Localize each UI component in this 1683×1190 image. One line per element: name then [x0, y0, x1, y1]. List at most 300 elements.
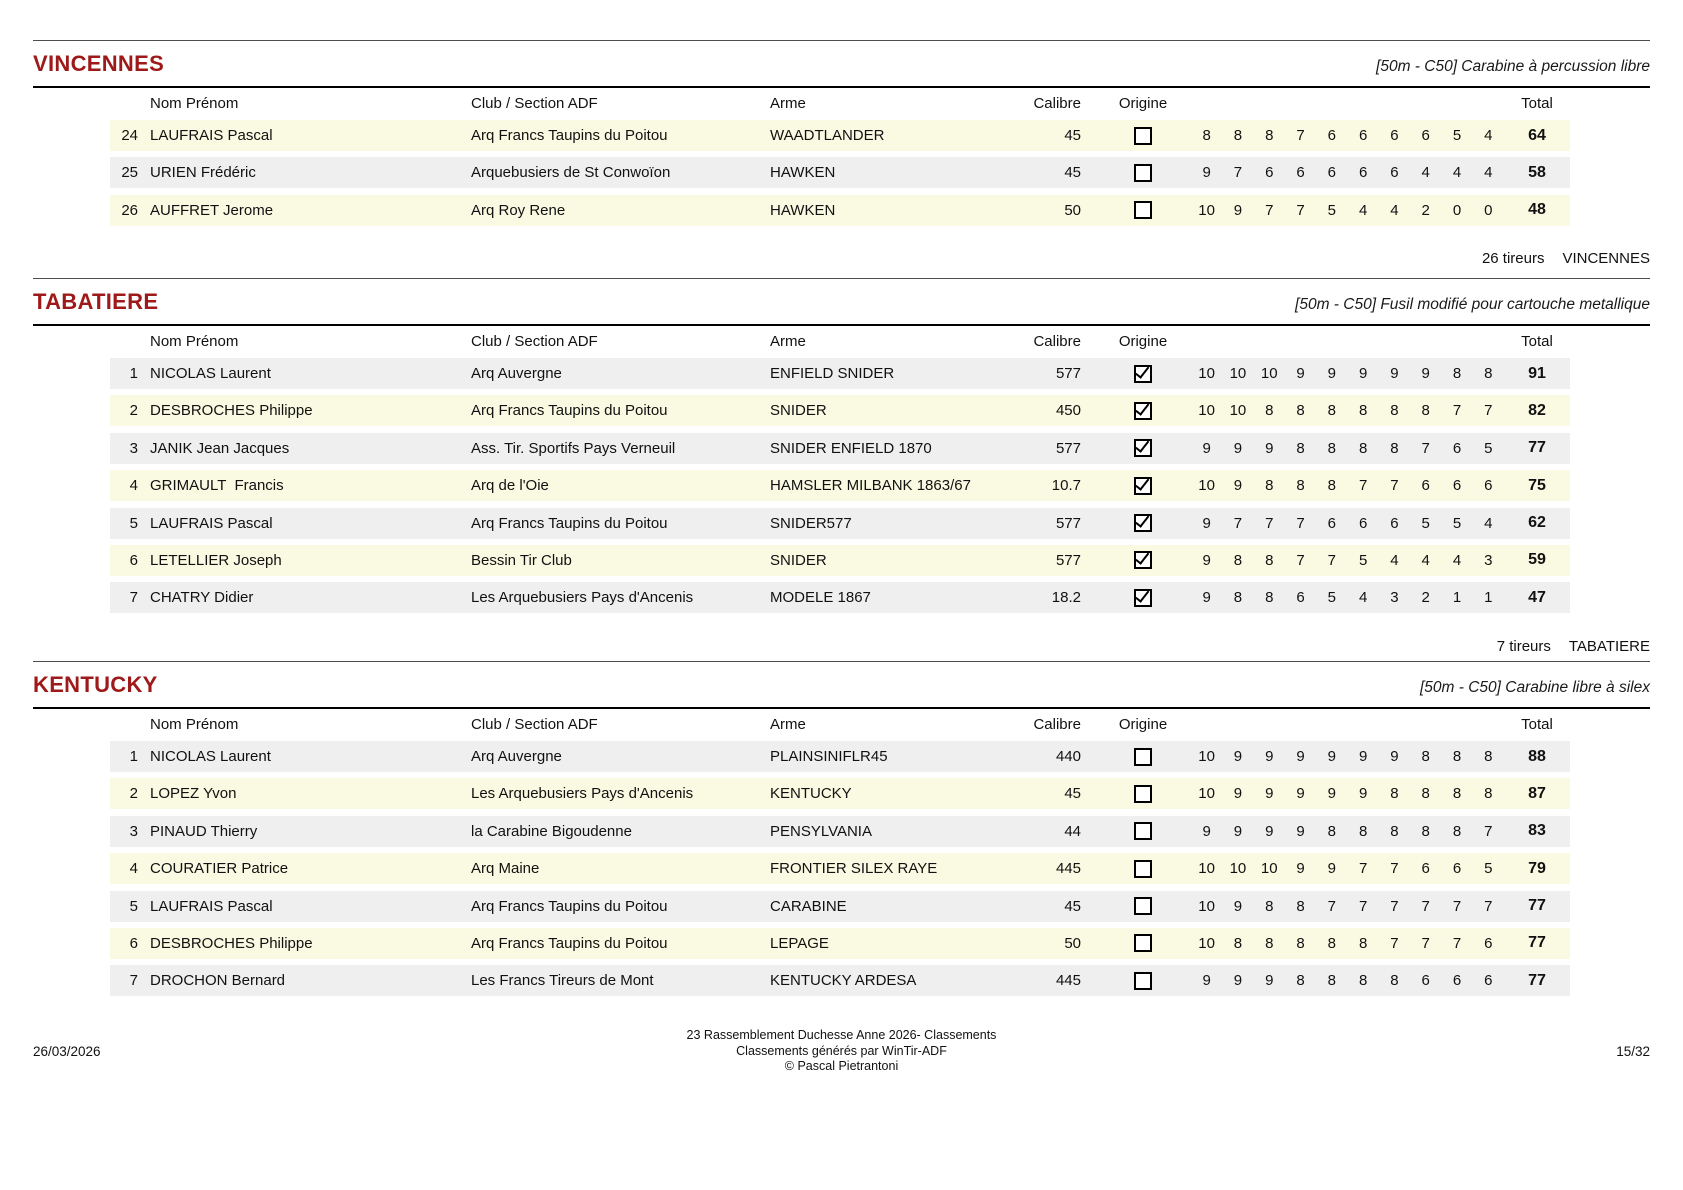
score-cell: 7 [1390, 897, 1399, 915]
score-cell: 8 [1296, 402, 1305, 420]
shooter-count: 7 tireurs [1496, 637, 1551, 655]
checkbox-unchecked-icon [1134, 201, 1152, 219]
score-cell: 6 [1421, 127, 1430, 144]
score-cell: 10 [1198, 477, 1215, 495]
section-title: TABATIERE [33, 289, 159, 314]
score-cell: 8 [1390, 785, 1399, 803]
score-cell: 8 [1296, 477, 1305, 495]
score-cell: 9 [1265, 748, 1274, 765]
arme-cell: HAWKEN [770, 164, 836, 182]
name-cell: COURATIER Patrice [150, 860, 289, 878]
calibre-cell: 45 [1064, 164, 1081, 182]
name-cell: LAUFRAIS Pascal [150, 514, 273, 532]
calibre-cell: 577 [1055, 439, 1081, 457]
score-cell: 9 [1265, 972, 1274, 990]
total-cell: 87 [1528, 784, 1546, 802]
score-cell: 8 [1327, 934, 1336, 952]
score-cell: 8 [1265, 551, 1274, 569]
score-cell: 8 [1296, 972, 1305, 990]
score-cell: 8 [1265, 589, 1274, 607]
arme-cell: HAWKEN [770, 201, 836, 219]
arme-cell: SNIDER ENFIELD 1870 [770, 439, 932, 457]
score-cell: 8 [1233, 127, 1243, 144]
score-cell: 8 [1421, 402, 1430, 420]
header-club: Club / Section ADF [471, 715, 598, 733]
checkbox-checked-icon [1134, 477, 1152, 495]
score-cell: 8 [1484, 365, 1493, 382]
score-cell: 2 [1421, 201, 1430, 219]
club-cell: Arquebusiers de St Conwoïon [471, 164, 671, 182]
club-cell: Arq Auvergne [471, 748, 562, 765]
score-cell: 9 [1296, 860, 1305, 878]
table-row [110, 358, 1570, 389]
rank-cell: 6 [129, 934, 138, 952]
total-cell: 64 [1528, 126, 1546, 144]
arme-cell: SNIDER [770, 402, 827, 420]
score-cell: 6 [1421, 477, 1430, 495]
header-total: Total [1521, 715, 1553, 733]
arme-cell: HAMSLER MILBANK 1863/67 [770, 477, 971, 495]
origine-cell [1095, 439, 1191, 457]
name-cell: CHATRY Didier [150, 589, 254, 607]
score-cell: 6 [1421, 972, 1430, 990]
score-cell: 10 [1260, 860, 1278, 878]
score-cell: 8 [1265, 934, 1274, 952]
club-cell: Les Arquebusiers Pays d'Ancenis [471, 785, 694, 803]
score-cell: 9 [1202, 164, 1211, 182]
total-cell: 59 [1528, 551, 1546, 569]
score-cell: 6 [1296, 164, 1305, 182]
rank-cell: 1 [129, 365, 138, 382]
score-cell: 8 [1265, 477, 1274, 495]
score-cell: 7 [1327, 897, 1336, 915]
checkbox-unchecked-icon [1134, 785, 1152, 803]
score-cell: 4 [1452, 164, 1462, 182]
table-row [110, 433, 1570, 464]
score-cell: 8 [1390, 972, 1399, 990]
arme-cell: PENSYLVANIA [770, 822, 872, 840]
calibre-cell: 45 [1064, 897, 1081, 915]
checkbox-unchecked-icon [1134, 897, 1152, 915]
score-cell: 9 [1296, 822, 1305, 840]
footer-event-title: 23 Rassemblement Duchesse Anne 2026- Classements [686, 1028, 997, 1042]
table-row [110, 157, 1570, 188]
score-cell: 6 [1327, 514, 1336, 532]
origine-cell [1095, 897, 1191, 915]
score-cell: 10 [1198, 860, 1215, 878]
score-cell: 7 [1358, 897, 1368, 915]
name-cell: DESBROCHES Philippe [150, 402, 313, 420]
score-cell: 10 [1198, 402, 1215, 420]
name-cell: LAUFRAIS Pascal [150, 127, 273, 144]
total-cell: 47 [1528, 588, 1546, 606]
score-cell: 8 [1390, 822, 1399, 840]
table-rows [33, 358, 1650, 613]
score-cell: 4 [1421, 164, 1430, 182]
score-cell: 5 [1484, 860, 1493, 878]
score-cell: 10 [1260, 365, 1278, 382]
section-discipline: [50m - C50] Fusil modifié pour cartouche metallique [1295, 296, 1650, 313]
score-cell: 8 [1327, 477, 1336, 495]
checkbox-unchecked-icon [1134, 164, 1152, 182]
name-cell: DESBROCHES Philippe [150, 934, 313, 952]
score-cell: 7 [1452, 934, 1462, 952]
club-cell: Les Francs Tireurs de Mont [471, 972, 654, 990]
section-title-row [33, 279, 1650, 324]
club-cell: Arq Francs Taupins du Poitou [471, 402, 668, 420]
score-cell: 7 [1421, 439, 1430, 457]
club-cell: Arq Francs Taupins du Poitou [471, 934, 668, 952]
origine-cell [1095, 477, 1191, 495]
origine-cell [1095, 860, 1191, 878]
table-row [110, 545, 1570, 576]
section-count-name: TABATIERE [1568, 637, 1650, 655]
score-cell: 9 [1233, 822, 1243, 840]
calibre-cell: 577 [1055, 365, 1081, 382]
score-cell: 10 [1198, 785, 1215, 803]
score-cell: 9 [1296, 785, 1305, 803]
score-cell: 4 [1390, 201, 1399, 219]
score-cell: 4 [1421, 551, 1430, 569]
section-title: KENTUCKY [33, 672, 158, 697]
section-kentucky [33, 661, 1650, 996]
table-row [110, 582, 1570, 613]
score-cell: 6 [1484, 477, 1493, 495]
origine-cell [1095, 201, 1191, 219]
header-calibre: Calibre [1033, 94, 1081, 112]
score-cell: 8 [1327, 972, 1336, 990]
score-cell: 5 [1452, 127, 1462, 144]
score-cell: 8 [1484, 748, 1493, 765]
score-cell: 6 [1358, 514, 1368, 532]
score-cell: 9 [1233, 972, 1243, 990]
table-row [110, 120, 1570, 151]
calibre-cell: 445 [1055, 860, 1081, 878]
rank-cell: 5 [129, 897, 138, 915]
club-cell: Arq Francs Taupins du Poitou [471, 897, 668, 915]
score-cell: 9 [1233, 201, 1243, 219]
club-cell: Arq Francs Taupins du Poitou [471, 127, 668, 144]
score-cell: 9 [1202, 514, 1211, 532]
header-origine: Origine [1118, 94, 1168, 112]
score-cell: 8 [1390, 439, 1399, 457]
score-cell: 9 [1421, 365, 1430, 382]
checkbox-unchecked-icon [1134, 127, 1152, 145]
total-cell: 88 [1528, 747, 1546, 765]
score-cell: 8 [1358, 822, 1368, 840]
score-cell: 7 [1484, 897, 1493, 915]
score-cell: 7 [1484, 402, 1493, 420]
score-cell: 8 [1233, 589, 1243, 607]
origine-cell [1095, 402, 1191, 420]
score-cell: 6 [1484, 972, 1493, 990]
total-cell: 77 [1528, 439, 1546, 457]
rank-cell: 7 [129, 589, 138, 607]
header-arme: Arme [770, 94, 806, 112]
total-cell: 82 [1528, 401, 1546, 419]
header-origine: Origine [1118, 332, 1168, 350]
origine-cell [1095, 164, 1191, 182]
score-cell: 9 [1390, 748, 1399, 765]
score-cell: 7 [1296, 551, 1305, 569]
header-arme: Arme [770, 715, 806, 733]
score-cell: 4 [1390, 551, 1399, 569]
score-cell: 9 [1327, 785, 1336, 803]
total-cell: 77 [1528, 897, 1546, 915]
score-cell: 8 [1358, 934, 1368, 952]
score-cell: 4 [1484, 514, 1493, 532]
score-cell: 7 [1390, 477, 1399, 495]
arme-cell: KENTUCKY [770, 785, 852, 803]
arme-cell: LEPAGE [770, 934, 829, 952]
name-cell: AUFFRET Jerome [150, 201, 274, 219]
score-cell: 7 [1484, 822, 1493, 840]
score-cell: 9 [1327, 748, 1336, 765]
page-footer [33, 1028, 1650, 1088]
checkbox-unchecked-icon [1134, 822, 1152, 840]
score-cell: 9 [1358, 785, 1368, 803]
score-cell: 9 [1265, 439, 1274, 457]
score-cell: 6 [1358, 164, 1368, 182]
header-origine: Origine [1118, 715, 1168, 733]
score-cell: 5 [1452, 514, 1462, 532]
score-cell: 8 [1327, 439, 1336, 457]
score-cell: 7 [1421, 934, 1430, 952]
arme-cell: WAADTLANDER [770, 127, 885, 144]
name-cell: LAUFRAIS Pascal [150, 897, 273, 915]
rank-cell: 2 [129, 402, 138, 420]
club-cell: Arq Maine [471, 860, 540, 878]
calibre-cell: 18.2 [1051, 589, 1081, 607]
score-cell: 8 [1296, 439, 1305, 457]
score-cell: 6 [1390, 514, 1399, 532]
score-cell: 6 [1390, 127, 1399, 144]
table-row [110, 395, 1570, 426]
score-cell: 9 [1233, 439, 1243, 457]
calibre-cell: 450 [1055, 402, 1081, 420]
header-name: Nom Prénom [150, 715, 239, 733]
table-row [110, 508, 1570, 539]
origine-cell [1095, 551, 1191, 569]
score-cell: 4 [1452, 551, 1462, 569]
origine-cell [1095, 748, 1191, 766]
table-row [110, 816, 1570, 847]
score-cell: 8 [1233, 551, 1243, 569]
score-cell: 9 [1202, 822, 1211, 840]
name-cell: PINAUD Thierry [150, 822, 258, 840]
footer-center [33, 1028, 1650, 1075]
checkbox-unchecked-icon [1134, 972, 1152, 990]
arme-cell: PLAINSINIFLR45 [770, 748, 888, 765]
club-cell: Ass. Tir. Sportifs Pays Verneuil [471, 439, 676, 457]
score-cell: 8 [1202, 127, 1211, 144]
score-cell: 10 [1198, 748, 1215, 765]
rank-cell: 25 [121, 164, 138, 182]
score-cell: 1 [1452, 589, 1462, 607]
score-cell: 8 [1421, 748, 1430, 765]
score-cell: 5 [1421, 514, 1430, 532]
score-cell: 9 [1202, 551, 1211, 569]
score-cell: 9 [1233, 748, 1243, 765]
section-tabatiere [33, 278, 1650, 656]
score-cell: 9 [1327, 365, 1336, 382]
score-cell: 8 [1296, 897, 1305, 915]
score-cell: 6 [1452, 860, 1462, 878]
checkbox-checked-icon [1134, 514, 1152, 532]
total-cell: 62 [1528, 514, 1546, 532]
score-cell: 8 [1327, 402, 1336, 420]
score-cell: 6 [1358, 127, 1368, 144]
score-cell: 8 [1421, 822, 1430, 840]
table-header-row [110, 88, 1570, 118]
origine-cell [1095, 822, 1191, 840]
score-cell: 9 [1327, 860, 1336, 878]
score-cell: 10 [1229, 365, 1247, 382]
score-cell: 8 [1421, 785, 1430, 803]
rank-cell: 3 [129, 822, 138, 840]
origine-cell [1095, 589, 1191, 607]
score-cell: 9 [1233, 477, 1243, 495]
score-cell: 7 [1358, 860, 1368, 878]
name-cell: NICOLAS Laurent [150, 365, 271, 382]
table-header-row [110, 326, 1570, 356]
checkbox-unchecked-icon [1134, 934, 1152, 952]
calibre-cell: 445 [1055, 972, 1081, 990]
score-cell: 9 [1265, 785, 1274, 803]
score-cell: 7 [1390, 860, 1399, 878]
score-cell: 10 [1229, 860, 1247, 878]
total-cell: 75 [1528, 476, 1546, 494]
checkbox-checked-icon [1134, 365, 1152, 383]
score-cell: 7 [1233, 164, 1243, 182]
score-cell: 10 [1198, 365, 1215, 382]
score-cell: 6 [1390, 164, 1399, 182]
score-cell: 8 [1265, 127, 1274, 144]
club-cell: Arq Roy Rene [471, 201, 566, 219]
rank-cell: 4 [129, 860, 138, 878]
name-cell: DROCHON Bernard [150, 972, 286, 990]
score-cell: 9 [1358, 748, 1368, 765]
score-cell: 5 [1484, 439, 1493, 457]
header-total: Total [1521, 94, 1553, 112]
score-cell: 8 [1265, 897, 1274, 915]
score-cell: 7 [1358, 477, 1368, 495]
table-rows [33, 741, 1650, 996]
score-cell: 9 [1202, 439, 1211, 457]
section-count-name: VINCENNES [1562, 250, 1650, 268]
score-cell: 3 [1484, 551, 1493, 569]
calibre-cell: 577 [1055, 514, 1081, 532]
score-cell: 9 [1233, 785, 1243, 803]
total-cell: 83 [1528, 822, 1546, 840]
rank-cell: 3 [129, 439, 138, 457]
score-cell: 9 [1233, 897, 1243, 915]
table-row [110, 778, 1570, 809]
name-cell: LETELLIER Joseph [150, 551, 282, 569]
score-cell: 7 [1452, 897, 1462, 915]
score-cell: 4 [1358, 589, 1368, 607]
header-total: Total [1521, 332, 1553, 350]
calibre-cell: 10.7 [1051, 477, 1081, 495]
club-cell: Arq de l'Oie [471, 477, 549, 495]
table-header-row [110, 709, 1570, 739]
score-cell: 5 [1327, 589, 1336, 607]
total-cell: 79 [1528, 859, 1546, 877]
score-cell: 8 [1358, 439, 1368, 457]
score-cell: 7 [1327, 551, 1336, 569]
score-cell: 7 [1233, 514, 1243, 532]
footer-copyright: © Pascal Pietrantoni [784, 1059, 899, 1073]
score-cell: 7 [1390, 934, 1399, 952]
club-cell: Arq Francs Taupins du Poitou [471, 514, 668, 532]
calibre-cell: 45 [1064, 785, 1081, 803]
score-cell: 7 [1452, 402, 1462, 420]
score-cell: 6 [1296, 589, 1305, 607]
section-count-row [33, 249, 1650, 269]
score-cell: 4 [1484, 127, 1493, 144]
rank-cell: 6 [129, 551, 138, 569]
score-cell: 9 [1202, 972, 1211, 990]
rank-cell: 26 [121, 201, 138, 219]
section-vincennes [33, 40, 1650, 269]
calibre-cell: 577 [1055, 551, 1081, 569]
score-cell: 5 [1327, 201, 1336, 219]
score-cell: 10 [1229, 402, 1247, 420]
table-row [110, 965, 1570, 996]
section-title: VINCENNES [33, 51, 165, 76]
score-cell: 1 [1484, 589, 1493, 607]
origine-cell [1095, 972, 1191, 990]
name-cell: LOPEZ Yvon [150, 785, 237, 803]
total-cell: 48 [1528, 201, 1546, 219]
table-row [110, 195, 1570, 226]
score-cell: 9 [1296, 365, 1305, 382]
calibre-cell: 50 [1064, 934, 1081, 952]
score-cell: 7 [1265, 514, 1274, 532]
rank-cell: 5 [129, 514, 138, 532]
score-cell: 7 [1421, 897, 1430, 915]
header-calibre: Calibre [1033, 332, 1081, 350]
score-cell: 9 [1358, 365, 1368, 382]
score-cell: 8 [1296, 934, 1305, 952]
score-cell: 6 [1452, 972, 1462, 990]
score-cell: 2 [1421, 589, 1430, 607]
header-name: Nom Prénom [150, 94, 239, 112]
calibre-cell: 440 [1055, 748, 1081, 765]
name-cell: NICOLAS Laurent [150, 748, 271, 765]
arme-cell: ENFIELD SNIDER [770, 365, 895, 382]
arme-cell: SNIDER [770, 551, 827, 569]
score-cell: 0 [1452, 201, 1462, 219]
score-cell: 6 [1421, 860, 1430, 878]
section-discipline: [50m - C50] Carabine à percussion libre [1376, 58, 1650, 75]
section-title-row [33, 662, 1650, 707]
club-cell: Bessin Tir Club [471, 551, 572, 569]
score-cell: 8 [1452, 822, 1462, 840]
section-count-row [33, 636, 1650, 656]
score-cell: 8 [1358, 402, 1368, 420]
header-calibre: Calibre [1033, 715, 1081, 733]
checkbox-checked-icon [1134, 589, 1152, 607]
score-cell: 8 [1452, 365, 1462, 382]
origine-cell [1095, 785, 1191, 803]
origine-cell [1095, 514, 1191, 532]
rank-cell: 1 [129, 748, 138, 765]
score-cell: 9 [1296, 748, 1305, 765]
header-club: Club / Section ADF [471, 332, 598, 350]
score-cell: 8 [1390, 402, 1399, 420]
score-cell: 6 [1452, 477, 1462, 495]
